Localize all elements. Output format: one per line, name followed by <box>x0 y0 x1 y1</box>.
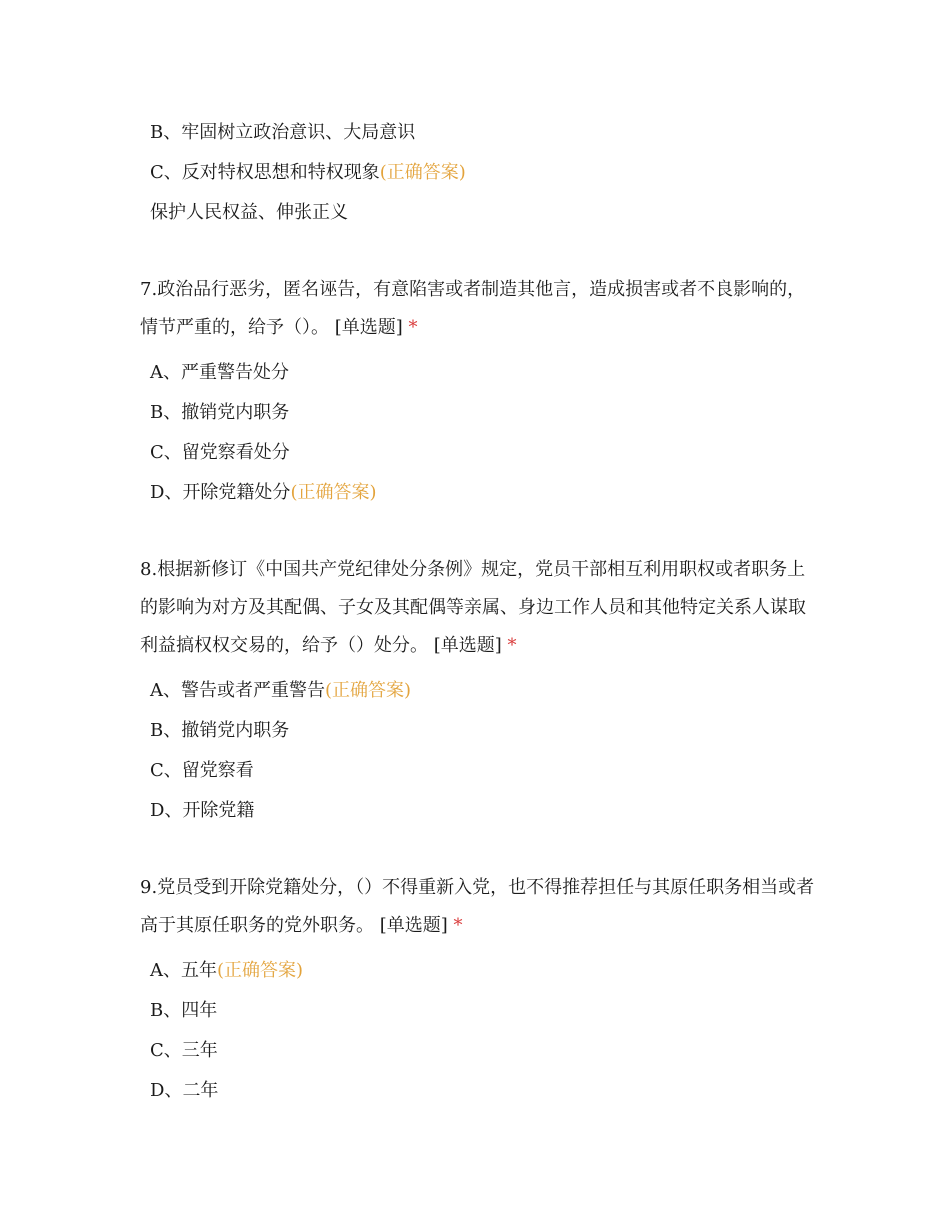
option-text: 严重警告处分 <box>181 362 289 383</box>
option-text: 五年 <box>181 960 217 981</box>
option-text: 牢固树立政治意识、大局意识 <box>181 122 416 143</box>
q7-option-c: C、留党察看处分 <box>150 442 290 463</box>
correct-answer-label: (正确答案) <box>325 680 412 701</box>
question-text: 根据新修订《中国共产党纪律处分条例》规定，党员干部相互利用职权或者职务上的影响为对方及其配偶、子女及其配偶等亲属、身边工作人员和其他特定关系人谋取利益搞权权交易的，给予（）处分。 <box>140 559 806 656</box>
q8-option-d: D、开除党籍 <box>150 800 255 821</box>
option-letter: D <box>150 800 165 821</box>
q8-option-a: A、警告或者严重警告(正确答案) <box>150 680 412 701</box>
q8-option-c: C、留党察看 <box>150 760 254 781</box>
q6-option-c: C、反对特权思想和特权现象(正确答案) <box>150 162 466 183</box>
q9-option-d: D、二年 <box>150 1080 219 1101</box>
option-letter: A <box>150 680 163 701</box>
q9-option-b: B、四年 <box>150 1000 218 1021</box>
q9-option-a: A、五年(正确答案) <box>150 960 304 981</box>
option-letter: B <box>150 1000 164 1021</box>
question-number: 7. <box>140 279 158 300</box>
option-text: 开除党籍处分 <box>182 482 291 503</box>
option-letter: A <box>150 960 163 981</box>
option-text: 三年 <box>181 1040 218 1061</box>
question-type: [单选题] <box>433 635 502 656</box>
question-number: 9. <box>140 877 158 898</box>
option-letter: B <box>150 402 164 423</box>
correct-answer-label: (正确答案) <box>217 960 304 981</box>
q7-question <box>140 271 820 347</box>
option-letter: C <box>150 442 164 463</box>
option-letter: C <box>150 760 164 781</box>
option-letter: B <box>150 720 164 741</box>
question-number: 8. <box>140 559 158 580</box>
option-text: 反对特权思想和特权现象 <box>181 162 380 183</box>
required-mark: * <box>453 915 463 936</box>
option-letter: C <box>150 162 164 183</box>
q7-option-d: D、开除党籍处分(正确答案) <box>150 482 377 503</box>
q8-question <box>140 551 820 665</box>
correct-answer-label: (正确答案) <box>290 482 377 503</box>
q9-option-c: C、三年 <box>150 1040 218 1061</box>
option-text: 四年 <box>181 1000 218 1021</box>
option-text: 留党察看处分 <box>181 442 290 463</box>
question-type: [单选题] <box>379 915 448 936</box>
option-text: 撤销党内职务 <box>181 402 290 423</box>
q9-question <box>140 869 820 945</box>
option-letter: D <box>150 482 165 503</box>
q7-option-b: B、撤销党内职务 <box>150 402 290 423</box>
option-text: 撤销党内职务 <box>181 720 290 741</box>
option-text: 二年 <box>182 1080 219 1101</box>
option-letter: D <box>150 1080 165 1101</box>
q7-option-a: A、严重警告处分 <box>150 362 289 383</box>
q8-option-b: B、撤销党内职务 <box>150 720 290 741</box>
option-text: 开除党籍 <box>182 800 255 821</box>
option-letter: B <box>150 122 164 143</box>
option-text: 留党察看 <box>181 760 254 781</box>
option-text: 警告或者严重警告 <box>181 680 325 701</box>
question-text: 政治品行恶劣，匿名诬告，有意陷害或者制造其他言，造成损害或者不良影响的，情节严重的，给予（）。 <box>140 279 806 338</box>
correct-answer-label: (正确答案) <box>379 162 466 183</box>
required-mark: * <box>507 635 517 656</box>
q6-extra-text: 保护人民权益、伸张正义 <box>150 202 348 223</box>
option-letter: A <box>150 362 163 383</box>
question-type: [单选题] <box>334 317 403 338</box>
question-text: 党员受到开除党籍处分，（）不得重新入党，也不得推荐担任与其原任职务相当或者高于其原任职务的党外职务。 <box>140 877 815 936</box>
required-mark: * <box>408 317 418 338</box>
option-letter: C <box>150 1040 164 1061</box>
q6-option-b: B、牢固树立政治意识、大局意识 <box>150 122 416 143</box>
